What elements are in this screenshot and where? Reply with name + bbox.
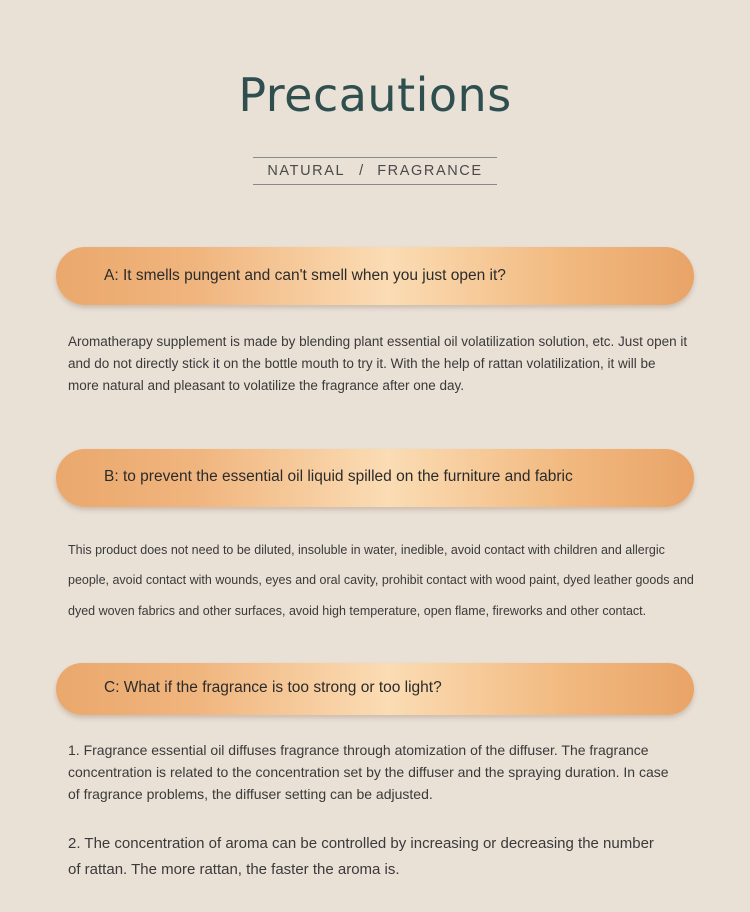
question-c-label: C: What if the fragrance is too strong or too light?: [104, 679, 442, 697]
question-b-label: B: to prevent the essential oil liquid spilled on the furniture and fabric: [104, 468, 573, 486]
answer-a-text: Aromatherapy supplement is made by blending plant essential oil volatilization solution, etc. Just open it and do not directly stick it on the bottle mouth to try it. With the help of rattan volatilization, it will be more natural and pleasant to volatilize the fragrance after one day.: [68, 334, 688, 393]
subtitle: [253, 157, 496, 185]
subtitle-container: [0, 157, 750, 185]
page-title: Precautions: [238, 68, 512, 122]
subtitle-separator: /: [359, 163, 364, 180]
question-bar-c: [56, 663, 694, 715]
question-bar-a: [56, 247, 694, 305]
answer-c-text-1: 1. Fragrance essential oil diffuses fragrance through atomization of the diffuser. The fragrance concentration is related to the concentration set by the diffuser and the spraying duration. In case of fragrance problems, the diffuser setting can be adjusted.: [68, 741, 669, 802]
answer-b-text: This product does not need to be diluted, insoluble in water, inedible, avoid contact with children and allergic people, avoid contact with wounds, eyes and oral cavity, prohibit contact with wood paint, dyed leather goods and dyed woven fabrics and other surfaces, avoid high temperature, open flame, fireworks and other contact.: [68, 542, 694, 619]
question-bar-b: [56, 449, 694, 507]
answer-c-text-2: 2. The concentration of aroma can be controlled by increasing or decreasing the number of rattan. The more rattan, the faster the aroma is.: [68, 834, 654, 879]
question-a-label: A: It smells pungent and can't smell when you just open it?: [104, 266, 506, 284]
subtitle-right-label: FRAGRANCE: [377, 163, 483, 180]
subtitle-left-label: NATURAL: [267, 163, 346, 180]
